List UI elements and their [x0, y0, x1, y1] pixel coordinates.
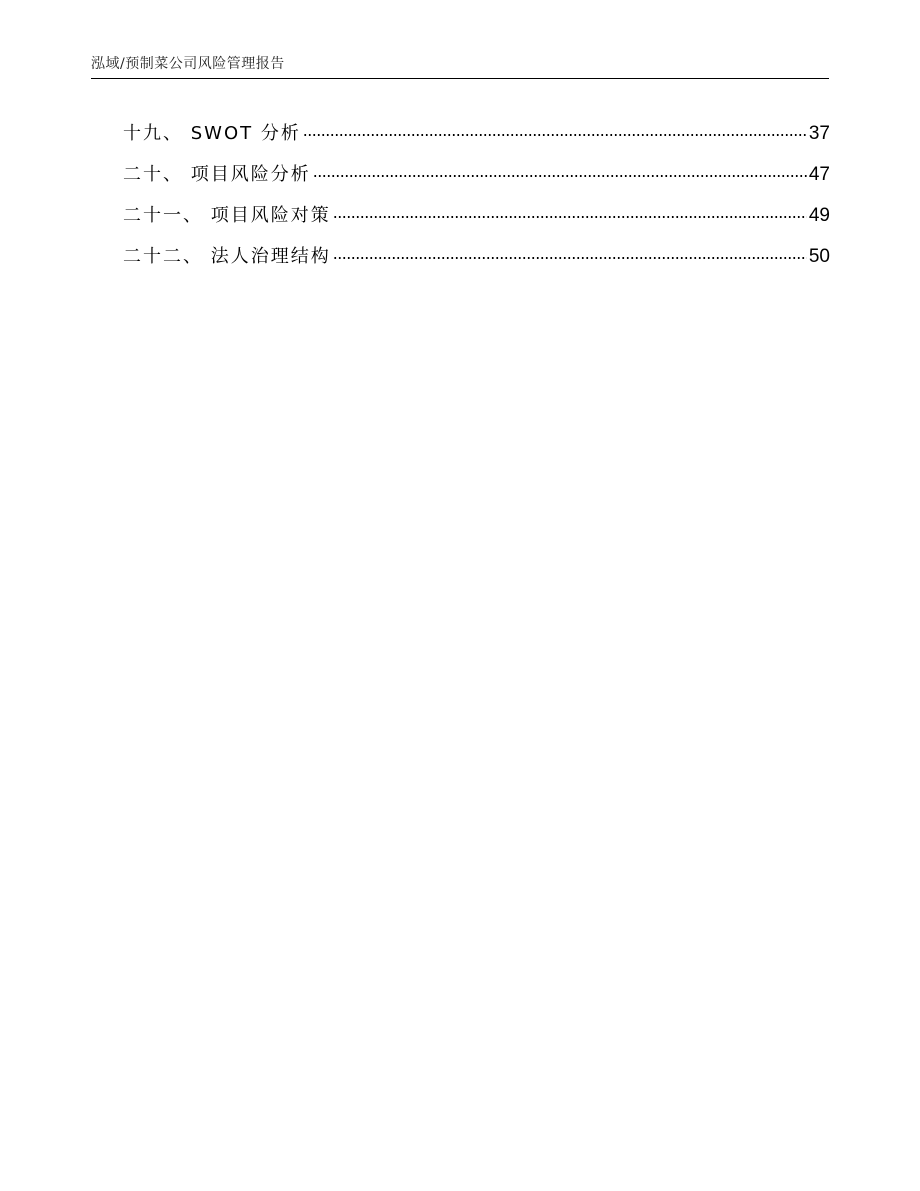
toc-entry-page: 49	[808, 205, 830, 226]
toc-leader-dots	[333, 215, 807, 221]
toc-entry-label: 二十、 项目风险分析	[123, 164, 311, 185]
header-divider	[91, 78, 829, 79]
toc-entry-page: 47	[808, 164, 830, 185]
toc-entry-label: 二十二、 法人治理结构	[123, 246, 331, 267]
toc-entry[interactable]	[123, 161, 830, 202]
toc-entry-page: 37	[808, 123, 830, 144]
running-header: 泓域/预制菜公司风险管理报告	[91, 56, 285, 72]
toc-entry[interactable]	[123, 243, 830, 284]
toc-entry[interactable]	[123, 120, 830, 161]
table-of-contents	[123, 120, 830, 284]
toc-entry-page: 50	[808, 246, 830, 267]
toc-entry-label: 二十一、 项目风险对策	[123, 205, 331, 226]
toc-entry[interactable]	[123, 202, 830, 243]
toc-leader-dots	[313, 174, 807, 180]
toc-entry-label: 十九、 SWOT 分析	[123, 123, 301, 144]
toc-leader-dots	[333, 256, 807, 262]
toc-leader-dots	[303, 133, 807, 139]
